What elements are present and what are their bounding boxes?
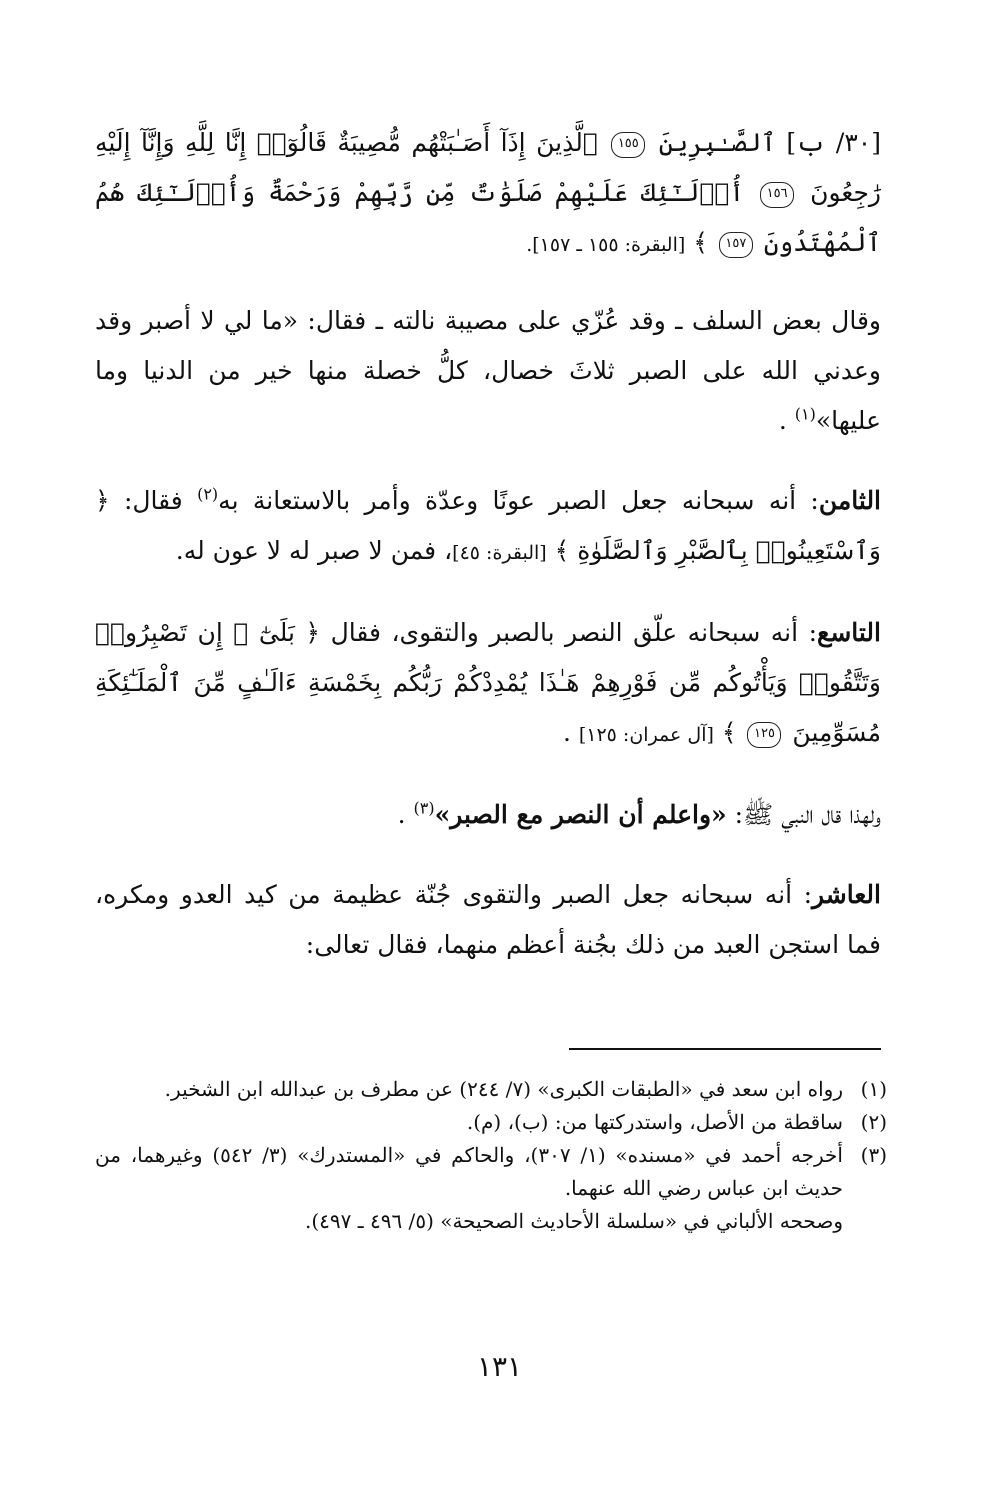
footnote-item <box>95 1073 887 1106</box>
page-number: ١٣١ <box>476 1350 523 1383</box>
quran-text-part3: أُو۟لَـٰٓئِكَ عَلَيْهِمْ صَلَوَٰتٌ مِّن رَّبِّهِمْ وَرَحْمَةٌ وَأُو۟لَـٰٓئِكَ هُمُ ٱلْمُهْتَدُونَ <box>95 178 881 257</box>
point-tenth-paragraph <box>95 870 881 970</box>
hadith-quote: «واعلم أن النصر مع الصبر» <box>434 800 727 829</box>
quran-text-part1: [٣٠/ ب] ٱلصَّـٰبِرِينَ <box>658 128 881 157</box>
ayah-number-marker: ١٥٧ <box>719 232 753 258</box>
quran-close-bracket: ﴾ <box>721 718 737 747</box>
footnote-text: رواه ابن سعد في «الطبقات الكبرى» (٧/ ٢٤٤) عن مطرف بن عبدالله ابن الشخير. <box>164 1077 843 1101</box>
point-label: التاسع <box>817 618 881 647</box>
salaf-quote-paragraph <box>95 296 881 446</box>
footnotes-section <box>95 1073 887 1238</box>
footnote-number: (٢) <box>860 1110 887 1134</box>
quran-text-part2: ٱلَّذِينَ إِذَآ أَصَـٰبَتْهُم مُّصِيبَةٌ قَالُوٓا۟ إِنَّا لِلَّهِ وَإِنَّآ إِلَيْهِ رَٰجِعُونَ <box>95 128 882 207</box>
footnote-text-extra: وصححه الألباني في «سلسلة الأحاديث الصحيحة» (٥/ ٤٩٦ ـ ٤٩٧). <box>304 1209 843 1233</box>
footnote-text-main: أخرجه أحمد في «مسنده» (١/ ٣٠٧)، والحاكم في «المستدرك» (٣/ ٥٤٢) وغيرهما، من حديث ابن عباس رضي الله عنهما. <box>95 1143 843 1200</box>
surah-reference: [البقرة: ١٥٥ ـ ١٥٧]. <box>526 234 686 256</box>
paragraph-text-end: ، فمن لا صبر له لا عون له. <box>175 536 453 565</box>
point-eighth-paragraph <box>95 476 881 578</box>
surah-reference: [البقرة: ٤٥] <box>452 542 547 564</box>
paragraph-end: . <box>778 406 787 435</box>
footnote-marker: (٣) <box>413 798 435 818</box>
paragraph-end: . <box>397 800 406 829</box>
footnote-marker: (١) <box>794 404 816 424</box>
ayah-number-marker: ١٥٥ <box>611 132 645 158</box>
paragraph-text: : أنه سبحانه علّق النصر بالصبر والتقوى، فقال ﴿ بَلَىٰٓ ۚ إِن تَصْبِرُوا۟ وَتَتَّقُوا۟ وَيَأْتُوكُم مِّن فَوْرِهِمْ هَـٰذَا يُمْدِدْكُمْ رَبُّكُم بِخَمْسَةِ ءَالَـٰفٍ مِّنَ ٱلْمَلَـٰٓئِكَةِ مُسَوِّمِينَ <box>95 618 881 747</box>
point-label: الثامن <box>818 486 882 515</box>
ayah-number-marker: ١٥٦ <box>760 182 794 208</box>
footnote-divider <box>569 1048 881 1050</box>
footnote-marker: (٢) <box>197 484 219 504</box>
paragraph-text: : أنه سبحانه جعل الصبر والتقوى جُنّة عظيمة من كيد العدو ومكره، فما استجن العبد من ذلك بجُنة أعظم منهما، فقال تعالى: <box>95 880 881 959</box>
footnote-number: (١) <box>860 1077 887 1101</box>
quran-close-bracket: ﴾ <box>693 228 708 257</box>
main-text <box>95 118 881 1000</box>
paragraph-text: : أنه سبحانه جعل الصبر عونًا وعدّة وأمر بالاستعانة به <box>218 486 819 515</box>
quran-passage-baqarah-155-157 <box>95 118 881 270</box>
footnote-item <box>95 1106 887 1139</box>
paragraph-end: . <box>562 718 571 747</box>
footnote-number: (٣) <box>860 1143 887 1167</box>
paragraph-text-quran: فقال: ﴿ وَٱسْتَعِينُوا۟ بِٱلصَّبْرِ وَٱلصَّلَوٰةِ ﴾ <box>95 486 881 565</box>
footnote-item <box>95 1139 887 1238</box>
footnote-text: ساقطة من الأصل، واستدركتها من: (ب)، (م). <box>466 1110 843 1134</box>
point-label: العاشر <box>812 880 881 909</box>
footnote-text <box>95 1139 843 1238</box>
ayah-number-marker: ١٢٥ <box>747 722 781 748</box>
surah-reference: [آل عمران: ١٢٥] <box>578 724 714 746</box>
point-ninth-paragraph <box>95 608 881 760</box>
hadith-quote-paragraph <box>95 790 881 840</box>
paragraph-text: ولهذا قال النبي ﷺ: <box>726 800 881 829</box>
paragraph-text: وقال بعض السلف ـ وقد عُزّي على مصيبة نالته ـ فقال: «ما لي لا أصبر وقد وعدني الله على الصبر ثلاثَ خصال، كلُّ خصلة منها خير من الدنيا وما عليها» <box>95 306 881 435</box>
